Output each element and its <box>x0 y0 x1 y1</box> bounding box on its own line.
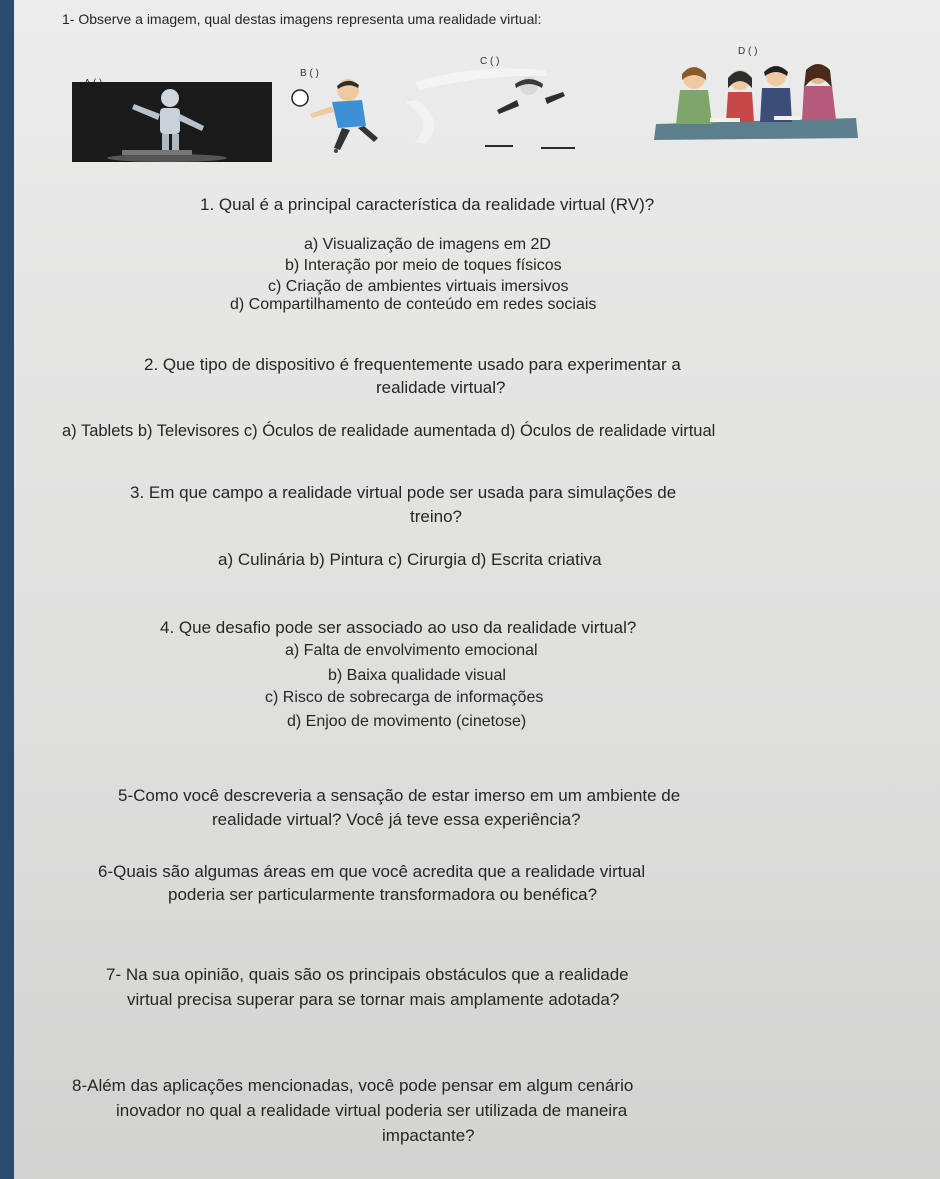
image-a-vr-robot <box>72 82 272 162</box>
question-4-option-a: a) Falta de envolvimento emocional <box>285 642 538 659</box>
image-c-faded-player <box>395 62 625 156</box>
question-3-title-line1: 3. Em que campo a realidade virtual pode ser usada para simulações de <box>130 483 677 502</box>
image-d-students-studying <box>654 58 858 140</box>
question-4-option-b: b) Baixa qualidade visual <box>328 667 506 684</box>
image-c-label: C ( ) <box>480 56 500 67</box>
question-4-title: 4. Que desafio pode ser associado ao uso da realidade virtual? <box>160 618 637 637</box>
question-1-option-c: c) Criação de ambientes virtuais imersivos <box>268 278 569 295</box>
image-b-soccer-player <box>280 76 390 156</box>
question-5-line1: 5-Como você descreveria a sensação de estar imerso em um ambiente de <box>118 786 681 805</box>
question-1-option-a: a) Visualização de imagens em 2D <box>304 236 551 253</box>
question-3-title-line2: treino? <box>410 507 462 526</box>
question-2-title-line1: 2. Que tipo de dispositivo é frequentemente usado para experimentar a <box>144 355 681 374</box>
question-8-line1: 8-Além das aplicações mencionadas, você pode pensar em algum cenário <box>72 1076 634 1095</box>
question-1-option-b: b) Interação por meio de toques físicos <box>285 257 562 274</box>
question-8-line3: impactante? <box>382 1126 475 1145</box>
question-1-option-d: d) Compartilhamento de conteúdo em redes sociais <box>230 296 597 313</box>
image-d-label: D ( ) <box>738 46 758 57</box>
question-1-title: 1. Qual é a principal característica da realidade virtual (RV)? <box>200 195 655 214</box>
question-5-line2: realidade virtual? Você já teve essa experiência? <box>212 810 581 829</box>
question-8-line2: inovador no qual a realidade virtual poderia ser utilizada de maneira <box>116 1101 628 1120</box>
question-2-title-line2: realidade virtual? <box>376 378 506 397</box>
question-6-line2: poderia ser particularmente transformadora ou benéfica? <box>168 885 598 904</box>
question-6-line1: 6-Quais são algumas áreas em que você acredita que a realidade virtual <box>98 862 646 881</box>
worksheet-header: 1- Observe a imagem, qual destas imagens representa uma realidade virtual: <box>62 11 542 27</box>
question-4-option-d: d) Enjoo de movimento (cinetose) <box>287 713 527 730</box>
question-2-options: a) Tablets b) Televisores c) Óculos de realidade aumentada d) Óculos de realidade virtual <box>62 422 716 440</box>
question-3-options: a) Culinária b) Pintura c) Cirurgia d) Escrita criativa <box>218 550 602 569</box>
question-7-line2: virtual precisa superar para se tornar mais amplamente adotada? <box>127 990 620 1009</box>
question-4-option-c: c) Risco de sobrecarga de informações <box>265 689 544 706</box>
question-7-line1: 7- Na sua opinião, quais são os principais obstáculos que a realidade <box>106 965 629 984</box>
image-b-label: B ( ) <box>300 68 319 79</box>
